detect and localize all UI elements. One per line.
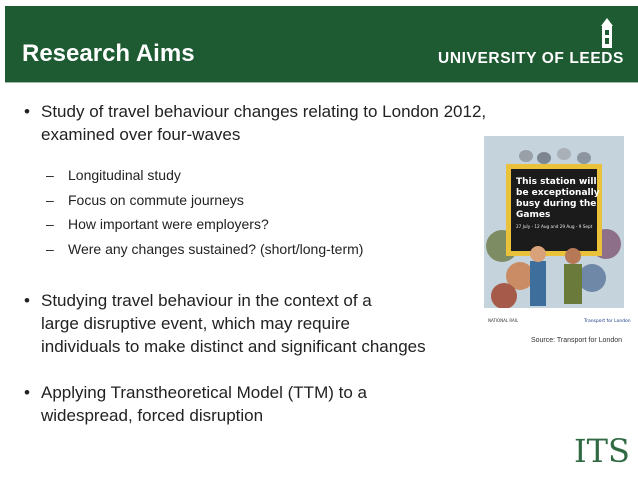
- station-poster-image: [484, 136, 631, 331]
- slide-title: Research Aims: [22, 40, 195, 67]
- svg-text:ITS: ITS: [574, 432, 630, 470]
- sub-bullet: – How important were employers?: [46, 216, 269, 232]
- poster-headline-1: This station will: [516, 177, 597, 187]
- sub-bullet: – Focus on commute journeys: [46, 191, 244, 208]
- poster-illustration: [484, 136, 631, 331]
- bullet-1-line-2: examined over four-waves: [41, 125, 241, 144]
- university-tower-icon: [598, 18, 616, 48]
- university-wordmark: UNIVERSITY OF LEEDS: [438, 50, 624, 67]
- bullet-1: • Study of travel behaviour changes relating to London 2012, examined over four-waves: [24, 102, 487, 144]
- bullet-2: • Studying travel behaviour in the context of a large disruptive event, which may require individuals to make distinct and significant changes: [24, 291, 426, 356]
- its-logo: [574, 432, 630, 470]
- poster-headline-2: be exceptionally: [516, 188, 600, 198]
- image-source-credit: Source: Transport for London: [530, 337, 622, 344]
- sub-bullet: – Longitudinal study: [46, 167, 181, 183]
- header-rule: [5, 82, 638, 83]
- poster-headline-3: busy during the: [516, 199, 597, 209]
- poster-footer-right: Transport for London: [584, 319, 631, 324]
- bullet-1-line-1: Study of travel behaviour changes relating to London 2012,: [41, 102, 487, 121]
- poster-headline-4: Games: [516, 210, 551, 220]
- bullet-3: • Applying Transtheoretical Model (TTM) to a widespread, forced disruption: [24, 383, 367, 425]
- sub-bullet: – Were any changes sustained? (short/long-term): [46, 240, 364, 257]
- poster-footer-left: NATIONAL RAIL: [488, 318, 519, 323]
- sub-bullet-list: [46, 163, 363, 261]
- poster-dates: 27 July - 12 Aug and 29 Aug - 9 Sept: [516, 224, 593, 229]
